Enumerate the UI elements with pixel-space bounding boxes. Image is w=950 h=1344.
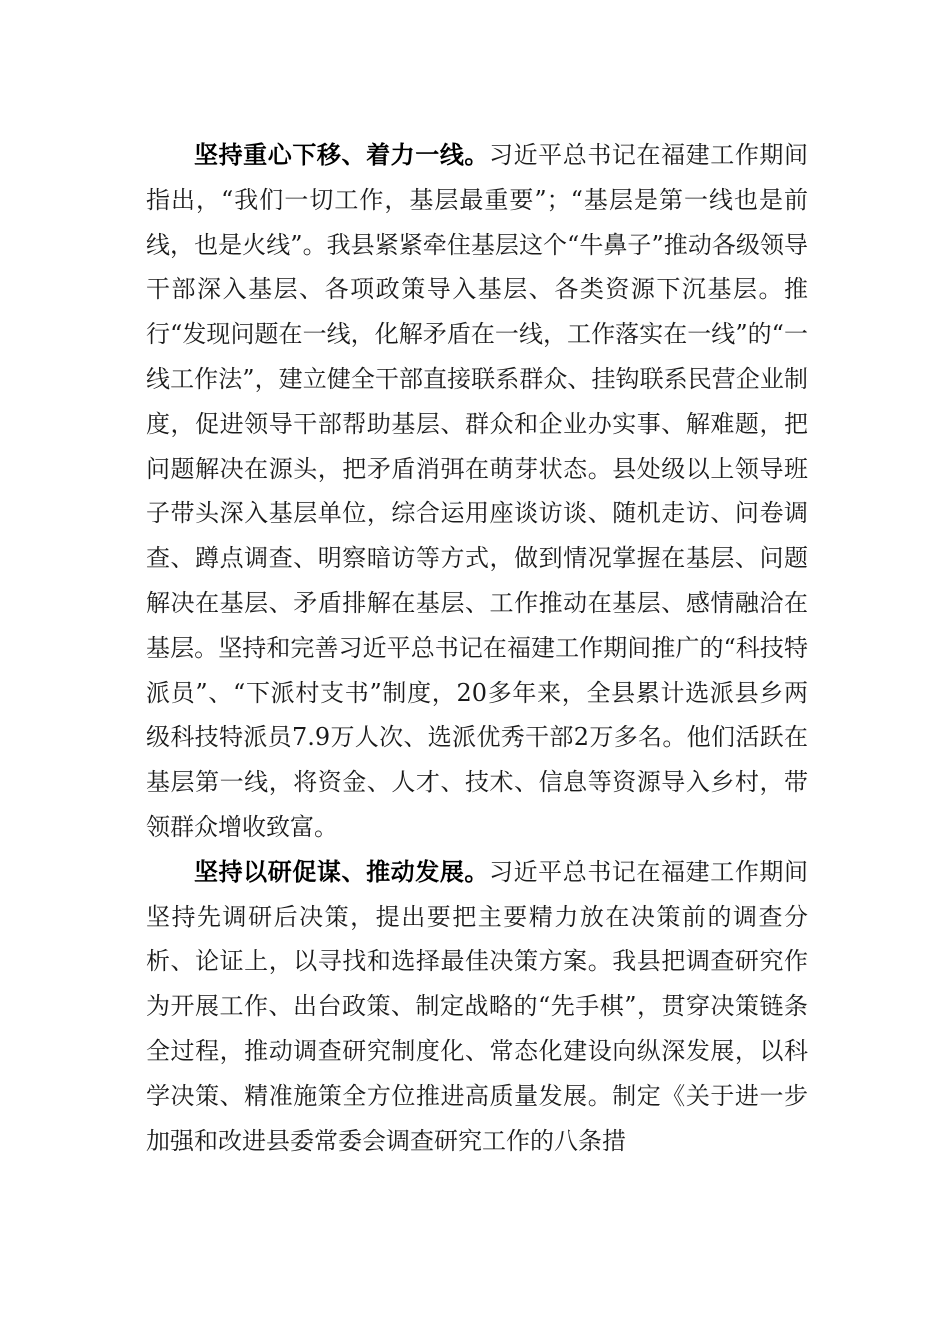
paragraph-lead-heading: 坚持以研促谋、推动发展。 <box>194 856 489 886</box>
paragraph-research <box>146 850 808 1164</box>
document-body <box>146 133 808 1163</box>
paragraph-grassroots <box>146 133 808 850</box>
paragraph-text: 习近平总书记在福建工作期间坚持先调研后决策，提出要把主要精力放在决策前的调查分析、论证上，以寻找和选择最佳决策方案。我县把调查研究作为开展工作、出台政策、制定战略的“先手棋”，贯穿决策链条全过程，推动调查研究制度化、常态化建设向纵深发展，以科学决策、精准施策全方位推进高质量发展。制定《关于进一步加强和改进县委常委会调查研究工作的八条措 <box>146 857 808 1155</box>
paragraph-lead-heading: 坚持重心下移、着力一线。 <box>194 140 489 169</box>
paragraph-text: 习近平总书记在福建工作期间指出，“我们一切工作，基层最重要”；“基层是第一线也是前线，也是火线”。我县紧紧牵住基层这个“牛鼻子”推动各级领导干部深入基层、各项政策导入基层、各类资源下沉基层。推行“发现问题在一线，化解矛盾在一线，工作落实在一线”的“一线工作法”，建立健全干部直接联系群众、挂钩联系民营企业制度，促进领导干部帮助基层、群众和企业办实事、解难题，把问题解决在源头，把矛盾消弭在萌芽状态。县处级以上领导班子带头深入基层单位，综合运用座谈访谈、随机走访、问卷调查、蹲点调查、明察暗访等方式，做到情况掌握在基层、问题解决在基层、矛盾排解在基层、工作推动在基层、感情融洽在基层。坚持和完善习近平总书记在福建工作期间推广的“科技特派员”、“下派村支书”制度，20多年来，全县累计选派县乡两级科技特派员7.9万人次、选派优秀干部2万多名。他们活跃在基层第一线，将资金、人才、技术、信息等资源导入乡村，带领群众增收致富。 <box>146 141 808 841</box>
